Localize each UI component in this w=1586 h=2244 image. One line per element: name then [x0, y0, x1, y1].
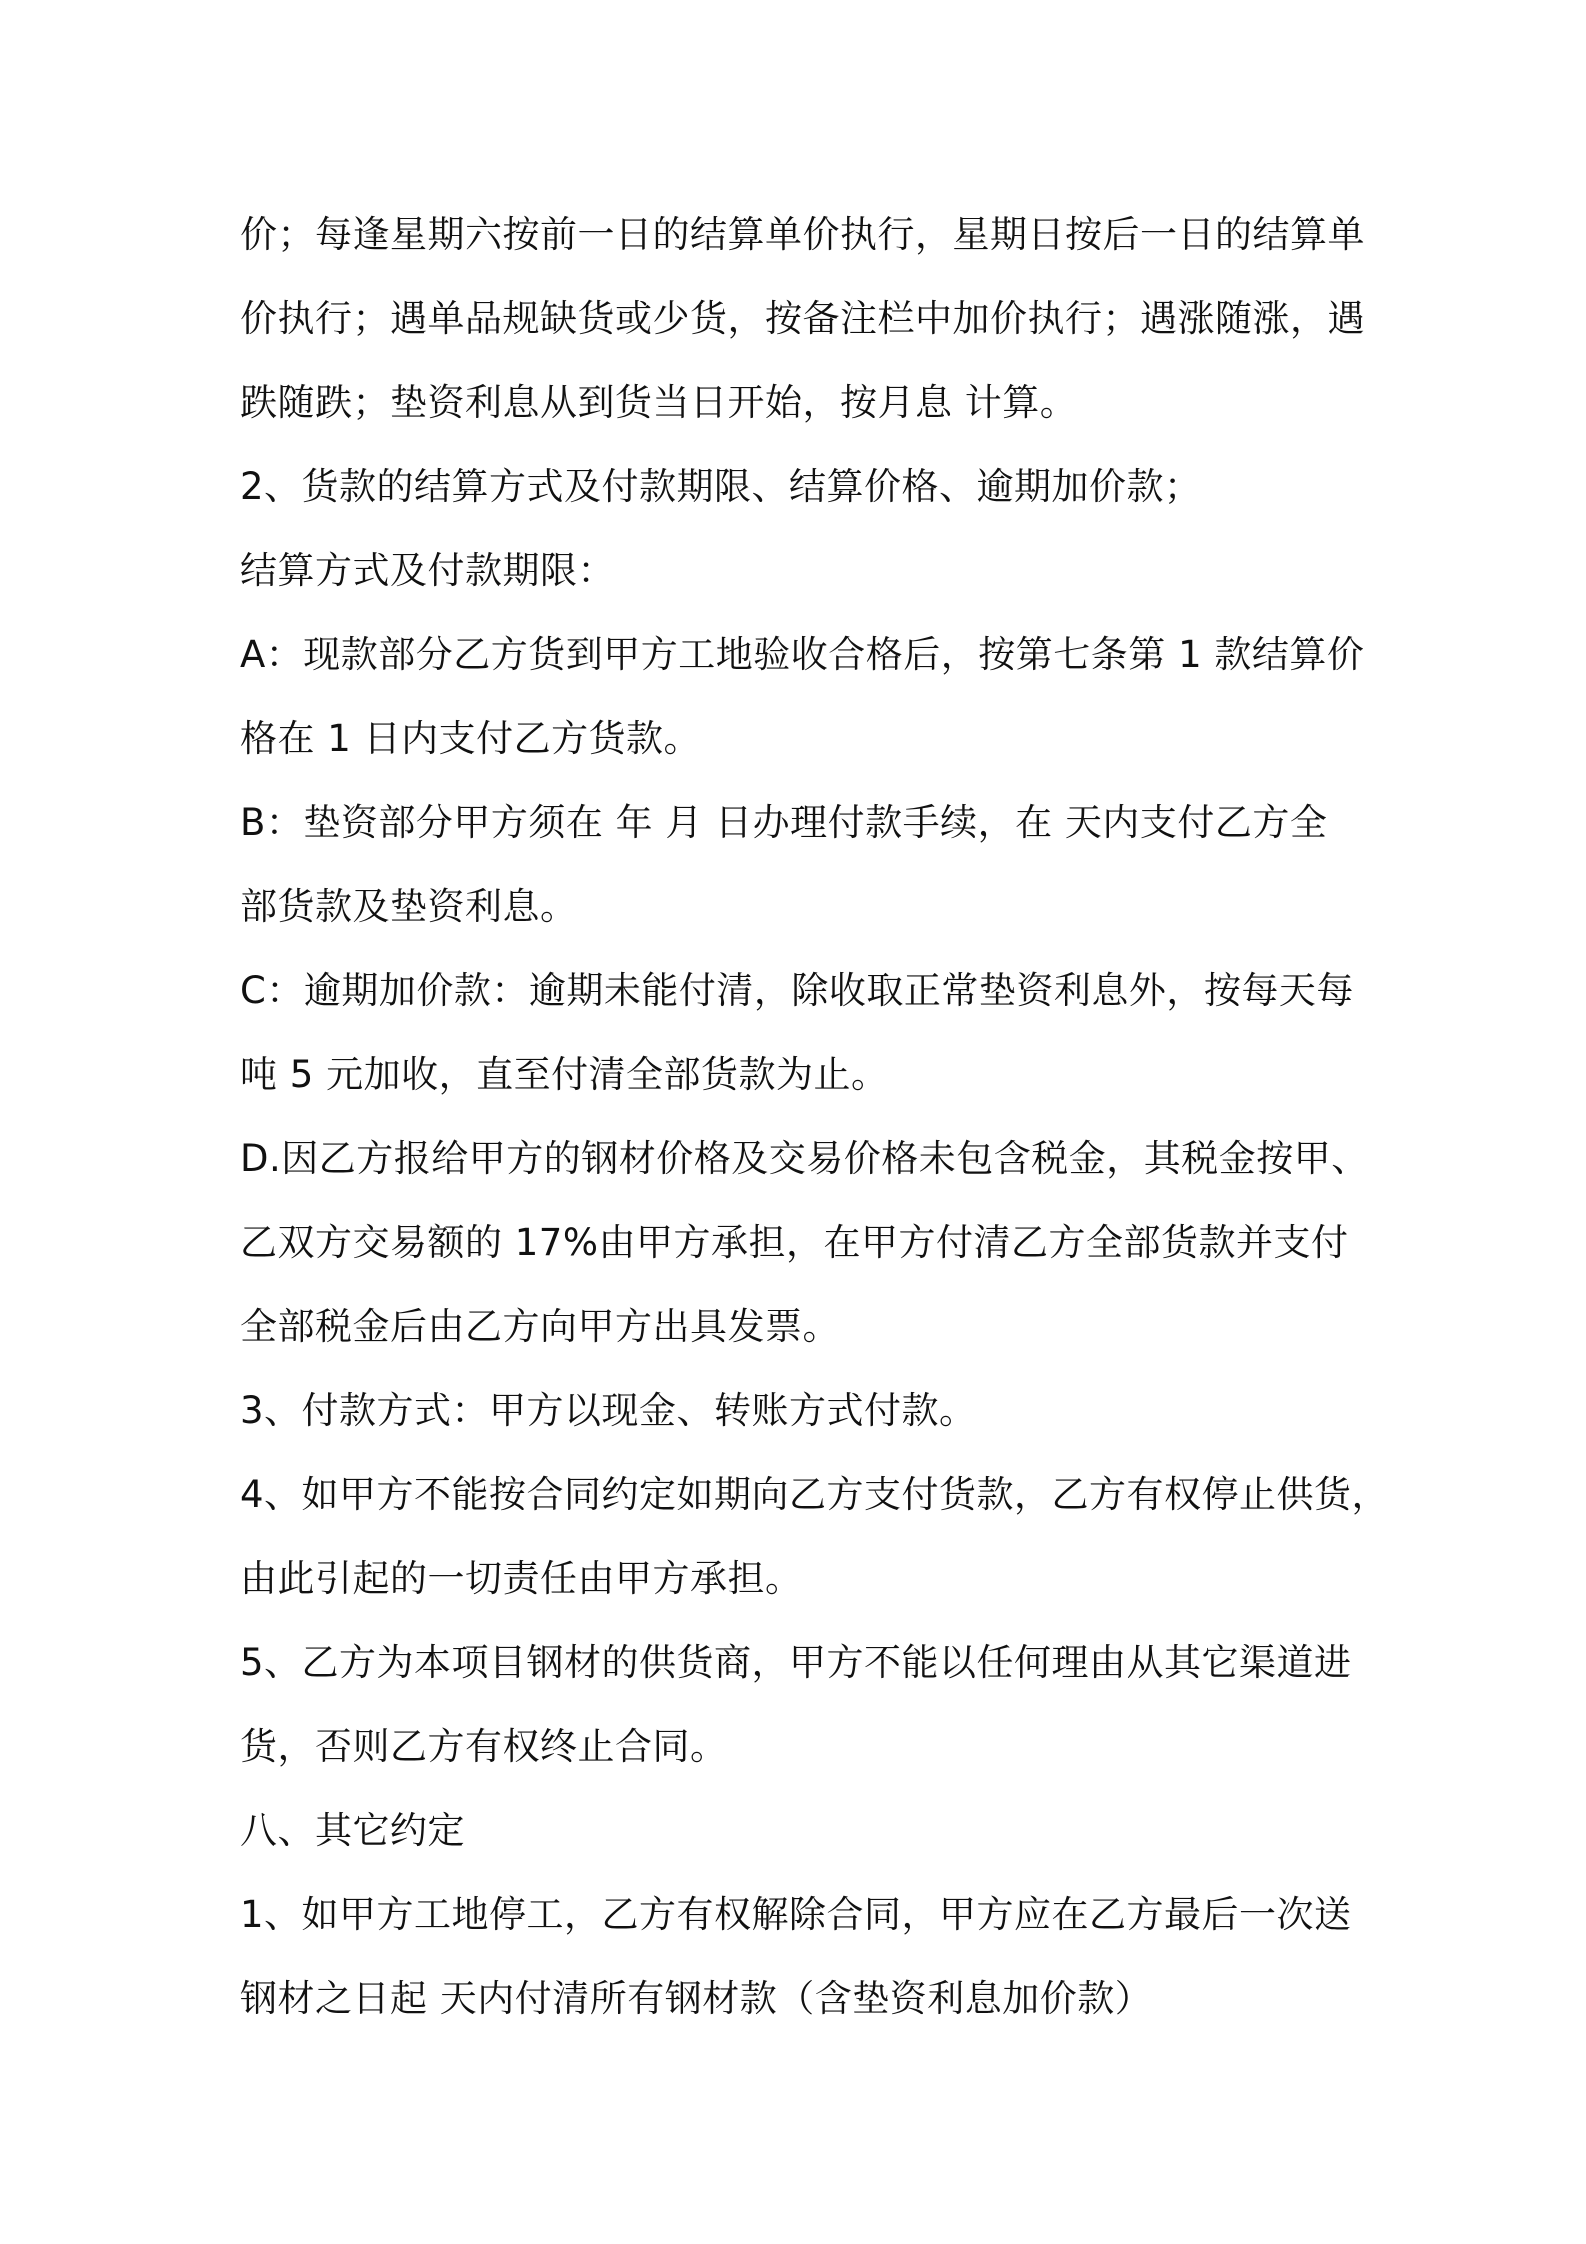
chapter-8-heading: 八、其它约定 [240, 1809, 465, 1852]
section-4-line: 4、如甲方不能按合同约定如期向乙方支付货款，乙方有权停止供货， [240, 1473, 1390, 1516]
text-line: 跌随跌；垫资利息从到货当日开始，按月息 计算。 [240, 381, 1078, 424]
clause-d-line: 全部税金后由乙方向甲方出具发票。 [240, 1305, 840, 1348]
chapter-8-clause-1-line: 1、如甲方工地停工，乙方有权解除合同，甲方应在乙方最后一次送 [240, 1893, 1352, 1936]
settlement-method-heading: 结算方式及付款期限： [240, 549, 615, 592]
clause-c-line: C：逾期加价款：逾期未能付清，除收取正常垫资利息外，按每天每 [240, 969, 1354, 1012]
clause-a-line: 格在 1 日内支付乙方货款。 [240, 717, 702, 760]
section-2-heading: 2、货款的结算方式及付款期限、结算价格、逾期加价款； [240, 465, 1202, 508]
clause-d-line: 乙双方交易额的 17%由甲方承担，在甲方付清乙方全部货款并支付 [240, 1221, 1349, 1264]
chapter-8-clause-1-line: 钢材之日起 天内付清所有钢材款（含垫资利息加价款） [240, 1977, 1153, 2020]
document-body [240, 193, 1390, 2041]
clause-c-line: 吨 5 元加收，直至付清全部货款为止。 [240, 1053, 889, 1096]
clause-b-line: 部货款及垫资利息。 [240, 885, 578, 928]
text-line: 价；每逢星期六按前一日的结算单价执行，星期日按后一日的结算单 [240, 213, 1365, 256]
text-line: 价执行；遇单品规缺货或少货，按备注栏中加价执行；遇涨随涨，遇 [240, 297, 1365, 340]
clause-d-line: D.因乙方报给甲方的钢材价格及交易价格未包含税金，其税金按甲、 [240, 1137, 1369, 1180]
section-4-line: 由此引起的一切责任由甲方承担。 [240, 1557, 803, 1600]
clause-b-line: B：垫资部分甲方须在 年 月 日办理付款手续，在 天内支付乙方全 [240, 801, 1328, 844]
section-3-line: 3、付款方式：甲方以现金、转账方式付款。 [240, 1389, 977, 1432]
section-5-line: 货，否则乙方有权终止合同。 [240, 1725, 728, 1768]
clause-a-line: A：现款部分乙方货到甲方工地验收合格后，按第七条第 1 款结算价 [240, 633, 1365, 676]
section-5-line: 5、乙方为本项目钢材的供货商，甲方不能以任何理由从其它渠道进 [240, 1641, 1352, 1684]
